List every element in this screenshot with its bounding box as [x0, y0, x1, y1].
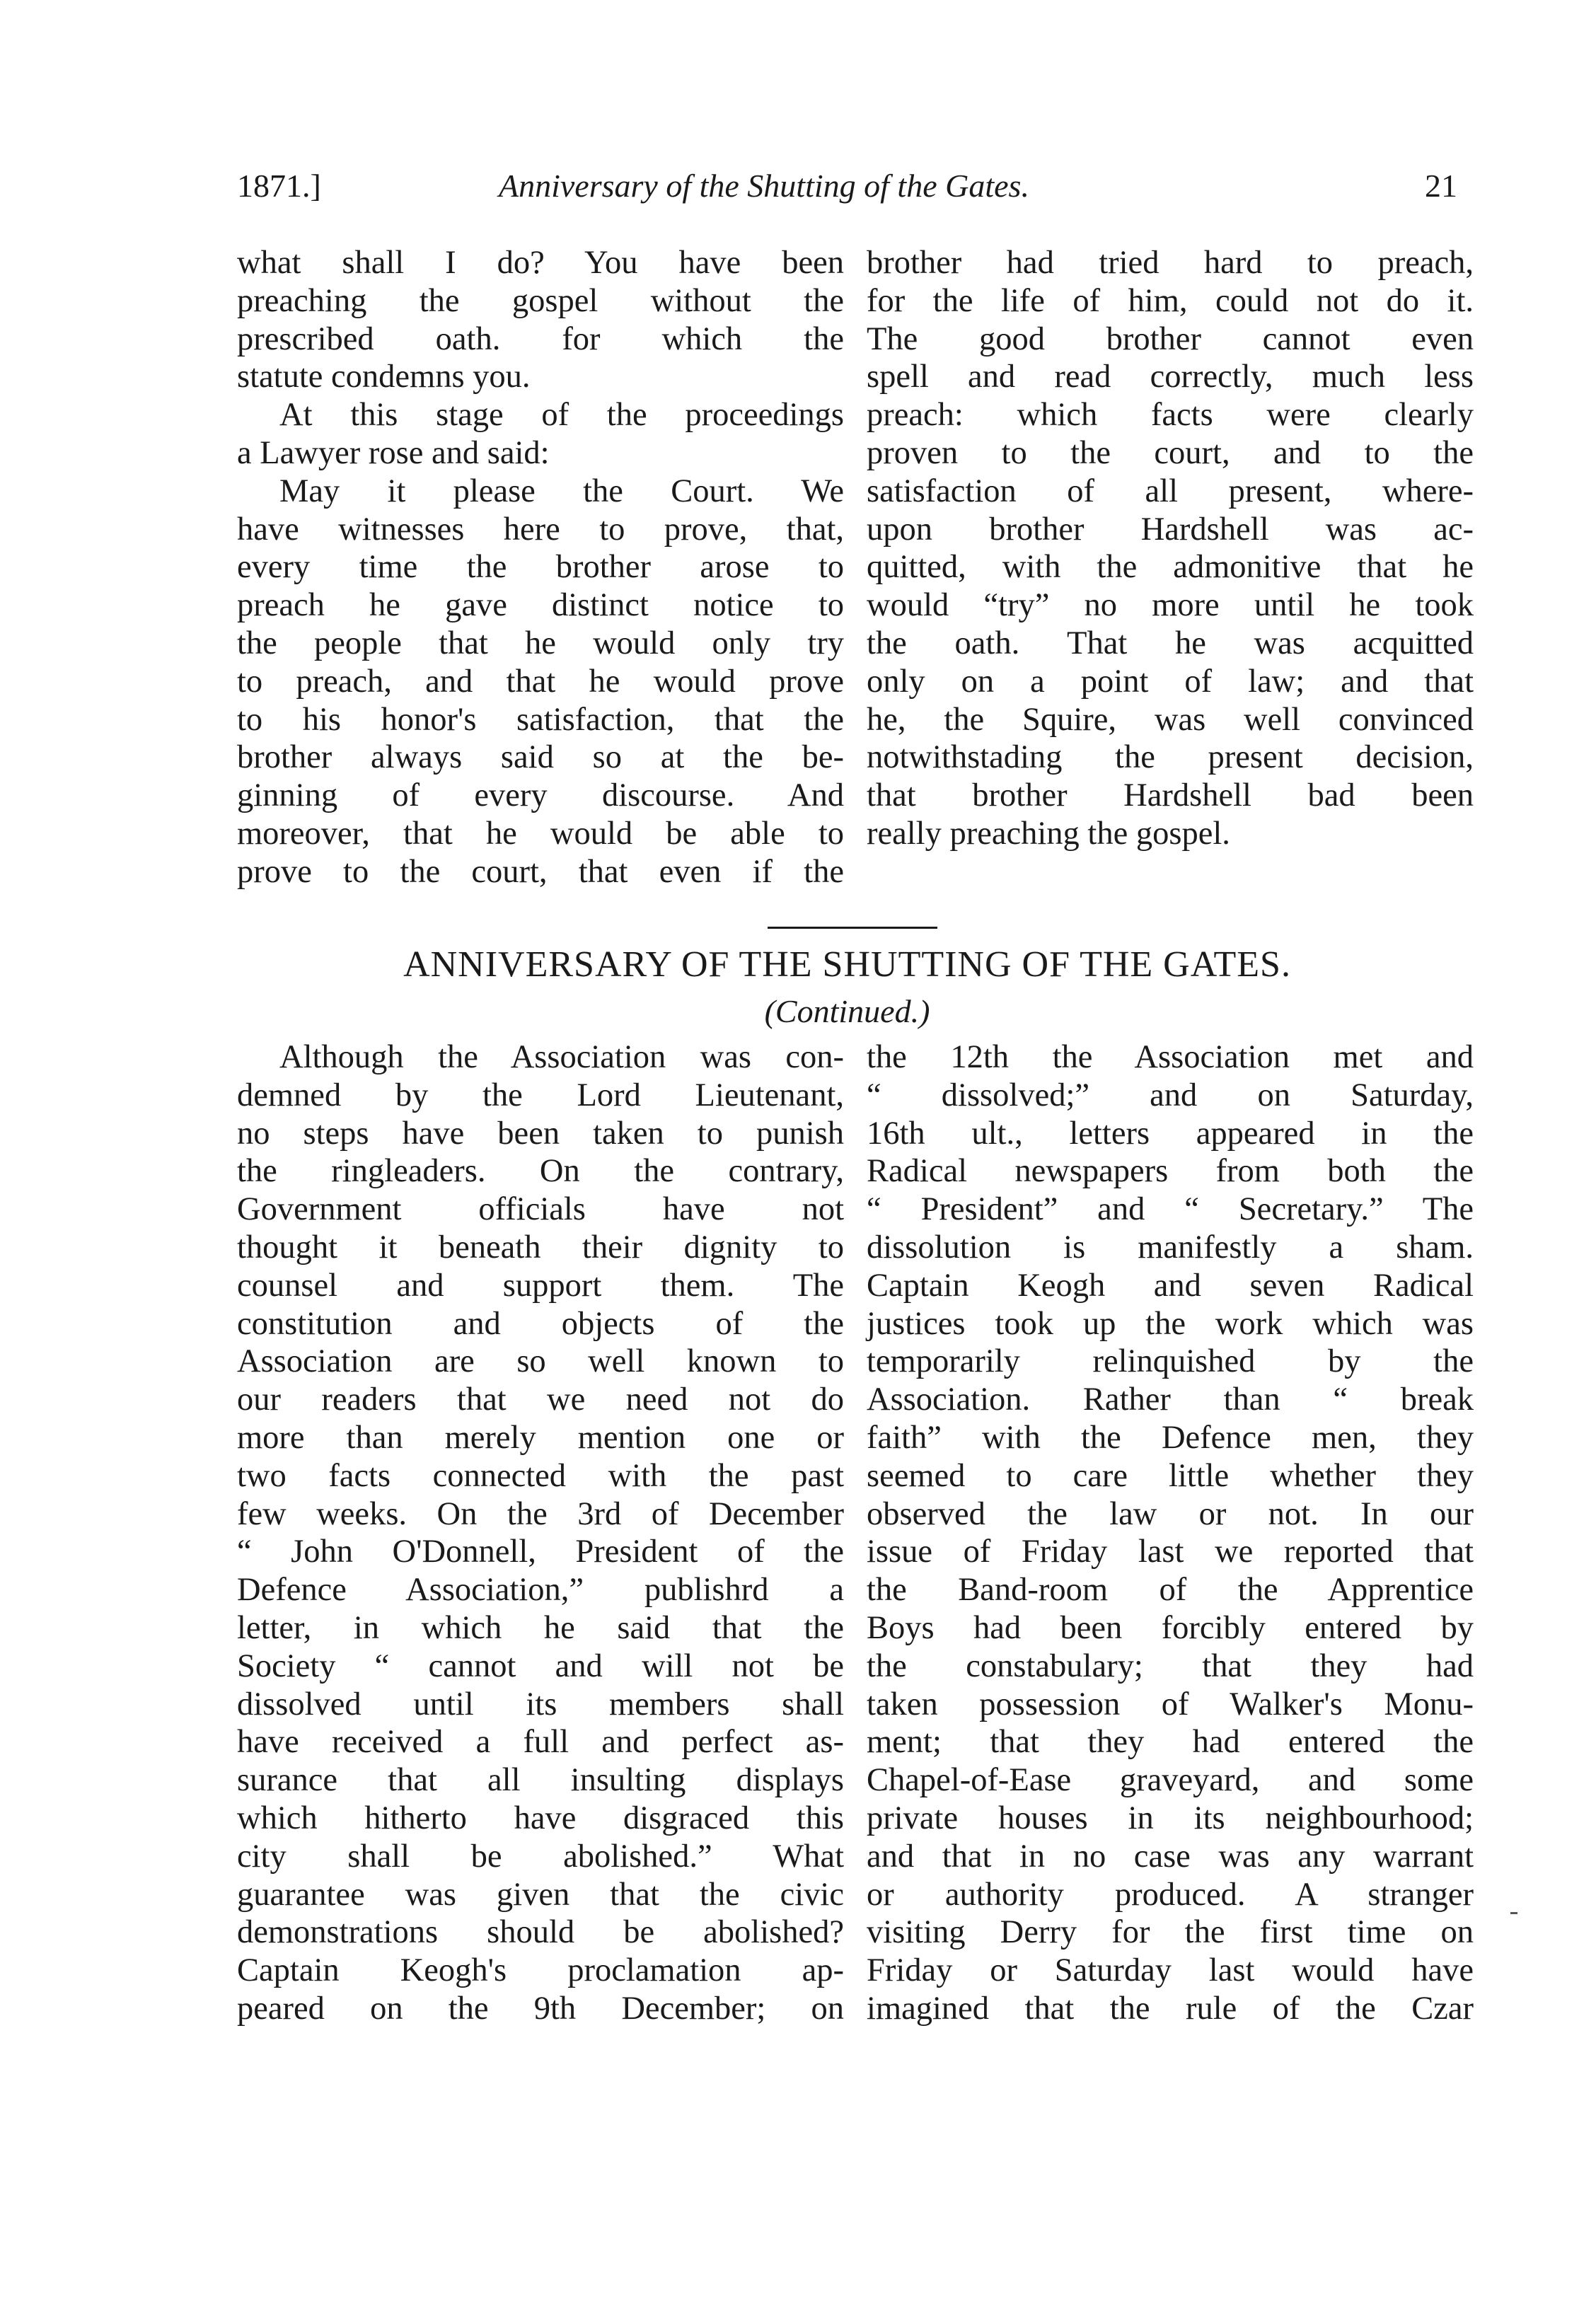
text-line: notwithstading the present decision, — [867, 739, 1474, 776]
text-line: taken possession of Walker's Monu- — [867, 1686, 1474, 1722]
running-head — [237, 161, 1457, 211]
upper-right-column — [867, 244, 1474, 853]
text-line: counsel and support them. The — [237, 1267, 844, 1304]
lower-left-column — [237, 1038, 844, 2028]
text-line: guarantee was given that the civic — [237, 1876, 844, 1913]
text-line: that brother Hardshell bad been — [867, 777, 1474, 814]
text-line: spell and read correctly, much less — [867, 359, 1474, 395]
text-line: The good brother cannot even — [867, 320, 1474, 357]
section-subtitle: (Continued.) — [764, 993, 930, 1029]
text-line: observed the law or not. In our — [867, 1495, 1474, 1532]
text-line: statute condemns you. — [237, 359, 531, 395]
text-line: moreover, that he would be able to — [237, 815, 844, 852]
text-line: two facts connected with the past — [237, 1457, 844, 1494]
text-line: demonstrations should be abolished? — [237, 1914, 844, 1951]
text-line: justices took up the work which was — [867, 1305, 1474, 1342]
text-line: the Band-room of the Apprentice — [867, 1572, 1474, 1609]
text-line: quitted, with the admonitive that he — [867, 549, 1474, 586]
text-line: May it please the Court. We — [279, 473, 844, 509]
text-line: proven to the court, and to the — [867, 434, 1474, 471]
text-line: peared on the 9th December; on — [237, 1990, 844, 2027]
text-line: and that in no case was any warrant — [867, 1838, 1474, 1875]
text-line: Friday or Saturday last would have — [867, 1952, 1474, 1989]
upper-left-column — [237, 244, 844, 891]
text-line: issue of Friday last we reported that — [867, 1534, 1474, 1570]
section-divider — [768, 927, 937, 929]
text-line: thought it beneath their dignity to — [237, 1229, 844, 1265]
page-number: 21 — [1425, 168, 1457, 204]
text-line: preach: which facts were clearly — [867, 397, 1474, 434]
text-line: would “try” no more until he took — [867, 587, 1474, 624]
text-line: what shall I do? You have been — [237, 245, 844, 281]
text-line: At this stage of the proceedings — [279, 397, 844, 434]
text-line: Government officials have not — [237, 1191, 844, 1228]
text-line: few weeks. On the 3rd of December — [237, 1495, 844, 1532]
text-line: Association. Rather than “ break — [867, 1382, 1474, 1418]
text-line: Although the Association was con- — [279, 1039, 844, 1075]
text-line: 16th ult., letters appeared in the — [867, 1115, 1474, 1152]
text-line: ginning of every discourse. And — [237, 777, 844, 814]
text-line: Captain Keogh and seven Radical — [867, 1267, 1474, 1304]
text-line: “ President” and “ Secretary.” The — [867, 1191, 1474, 1228]
text-line: to his honor's satisfaction, that the — [237, 701, 844, 738]
text-line: preach he gave distinct notice to — [237, 587, 844, 624]
text-line: the constabulary; that they had — [867, 1647, 1474, 1684]
text-line: visiting Derry for the first time on — [867, 1914, 1474, 1951]
text-line: demned by the Lord Lieutenant, — [237, 1077, 844, 1113]
margin-mark — [1510, 1912, 1517, 1914]
text-line: Defence Association,” publishrd a — [237, 1572, 844, 1609]
text-line: Boys had been forcibly entered by — [867, 1609, 1474, 1646]
lower-right-column — [867, 1038, 1474, 2028]
text-line: or authority produced. A stranger — [867, 1876, 1474, 1913]
text-line: have received a full and perfect as- — [237, 1724, 844, 1761]
running-head-year: 1871.] — [237, 168, 321, 204]
text-line: prove to the court, that even if the — [237, 853, 844, 890]
text-line: every time the brother arose to — [237, 549, 844, 586]
text-line: Association are so well known to — [237, 1343, 844, 1380]
text-line: upon brother Hardshell was ac- — [867, 511, 1474, 548]
text-line: brother always said so at the be- — [237, 739, 844, 776]
text-line: the people that he would only try — [237, 625, 844, 661]
text-line: the 12th the Association met and — [867, 1039, 1474, 1075]
running-head-title: Anniversary of the Shutting of the Gates. — [499, 168, 1029, 204]
text-line: the oath. That he was acquitted — [867, 625, 1474, 661]
text-line: dissolution is manifestly a sham. — [867, 1229, 1474, 1265]
text-line: our readers that we need not do — [237, 1382, 844, 1418]
text-line: a Lawyer rose and said: — [237, 434, 550, 471]
text-line: letter, in which he said that the — [237, 1609, 844, 1646]
text-line: to preach, and that he would prove — [237, 663, 844, 700]
text-line: seemed to care little whether they — [867, 1457, 1474, 1494]
text-line: Captain Keogh's proclamation ap- — [237, 1952, 844, 1989]
text-line: dissolved until its members shall — [237, 1686, 844, 1722]
text-line: only on a point of law; and that — [867, 663, 1474, 700]
text-line: Society “ cannot and will not be — [237, 1647, 844, 1684]
text-line: constitution and objects of the — [237, 1305, 844, 1342]
text-line: really preaching the gospel. — [867, 815, 1230, 852]
text-line: the ringleaders. On the contrary, — [237, 1153, 844, 1190]
text-line: surance that all insulting displays — [237, 1762, 844, 1799]
text-line: faith” with the Defence men, they — [867, 1419, 1474, 1456]
text-line: no steps have been taken to punish — [237, 1115, 844, 1152]
text-line: temporarily relinquished by the — [867, 1343, 1474, 1380]
text-line: have witnesses here to prove, that, — [237, 511, 844, 548]
text-line: for the life of him, could not do it. — [867, 282, 1474, 319]
text-line: he, the Squire, was well convinced — [867, 701, 1474, 738]
text-line: prescribed oath. for which the — [237, 320, 844, 357]
text-line: city shall be abolished.” What — [237, 1838, 844, 1875]
text-line: “ John O'Donnell, President of the — [237, 1534, 844, 1570]
text-line: “ dissolved;” and on Saturday, — [867, 1077, 1474, 1113]
text-line: brother had tried hard to preach, — [867, 245, 1474, 281]
text-line: preaching the gospel without the — [237, 282, 844, 319]
text-line: Chapel-of-Ease graveyard, and some — [867, 1762, 1474, 1799]
text-line: which hitherto have disgraced this — [237, 1800, 844, 1836]
text-line: Radical newspapers from both the — [867, 1153, 1474, 1190]
section-title: ANNIVERSARY OF THE SHUTTING OF THE GATES. — [403, 944, 1291, 985]
text-line: private houses in its neighbourhood; — [867, 1800, 1474, 1836]
text-line: satisfaction of all present, where- — [867, 473, 1474, 509]
text-line: more than merely mention one or — [237, 1419, 844, 1456]
text-line: imagined that the rule of the Czar — [867, 1990, 1474, 2027]
text-line: ment; that they had entered the — [867, 1724, 1474, 1761]
